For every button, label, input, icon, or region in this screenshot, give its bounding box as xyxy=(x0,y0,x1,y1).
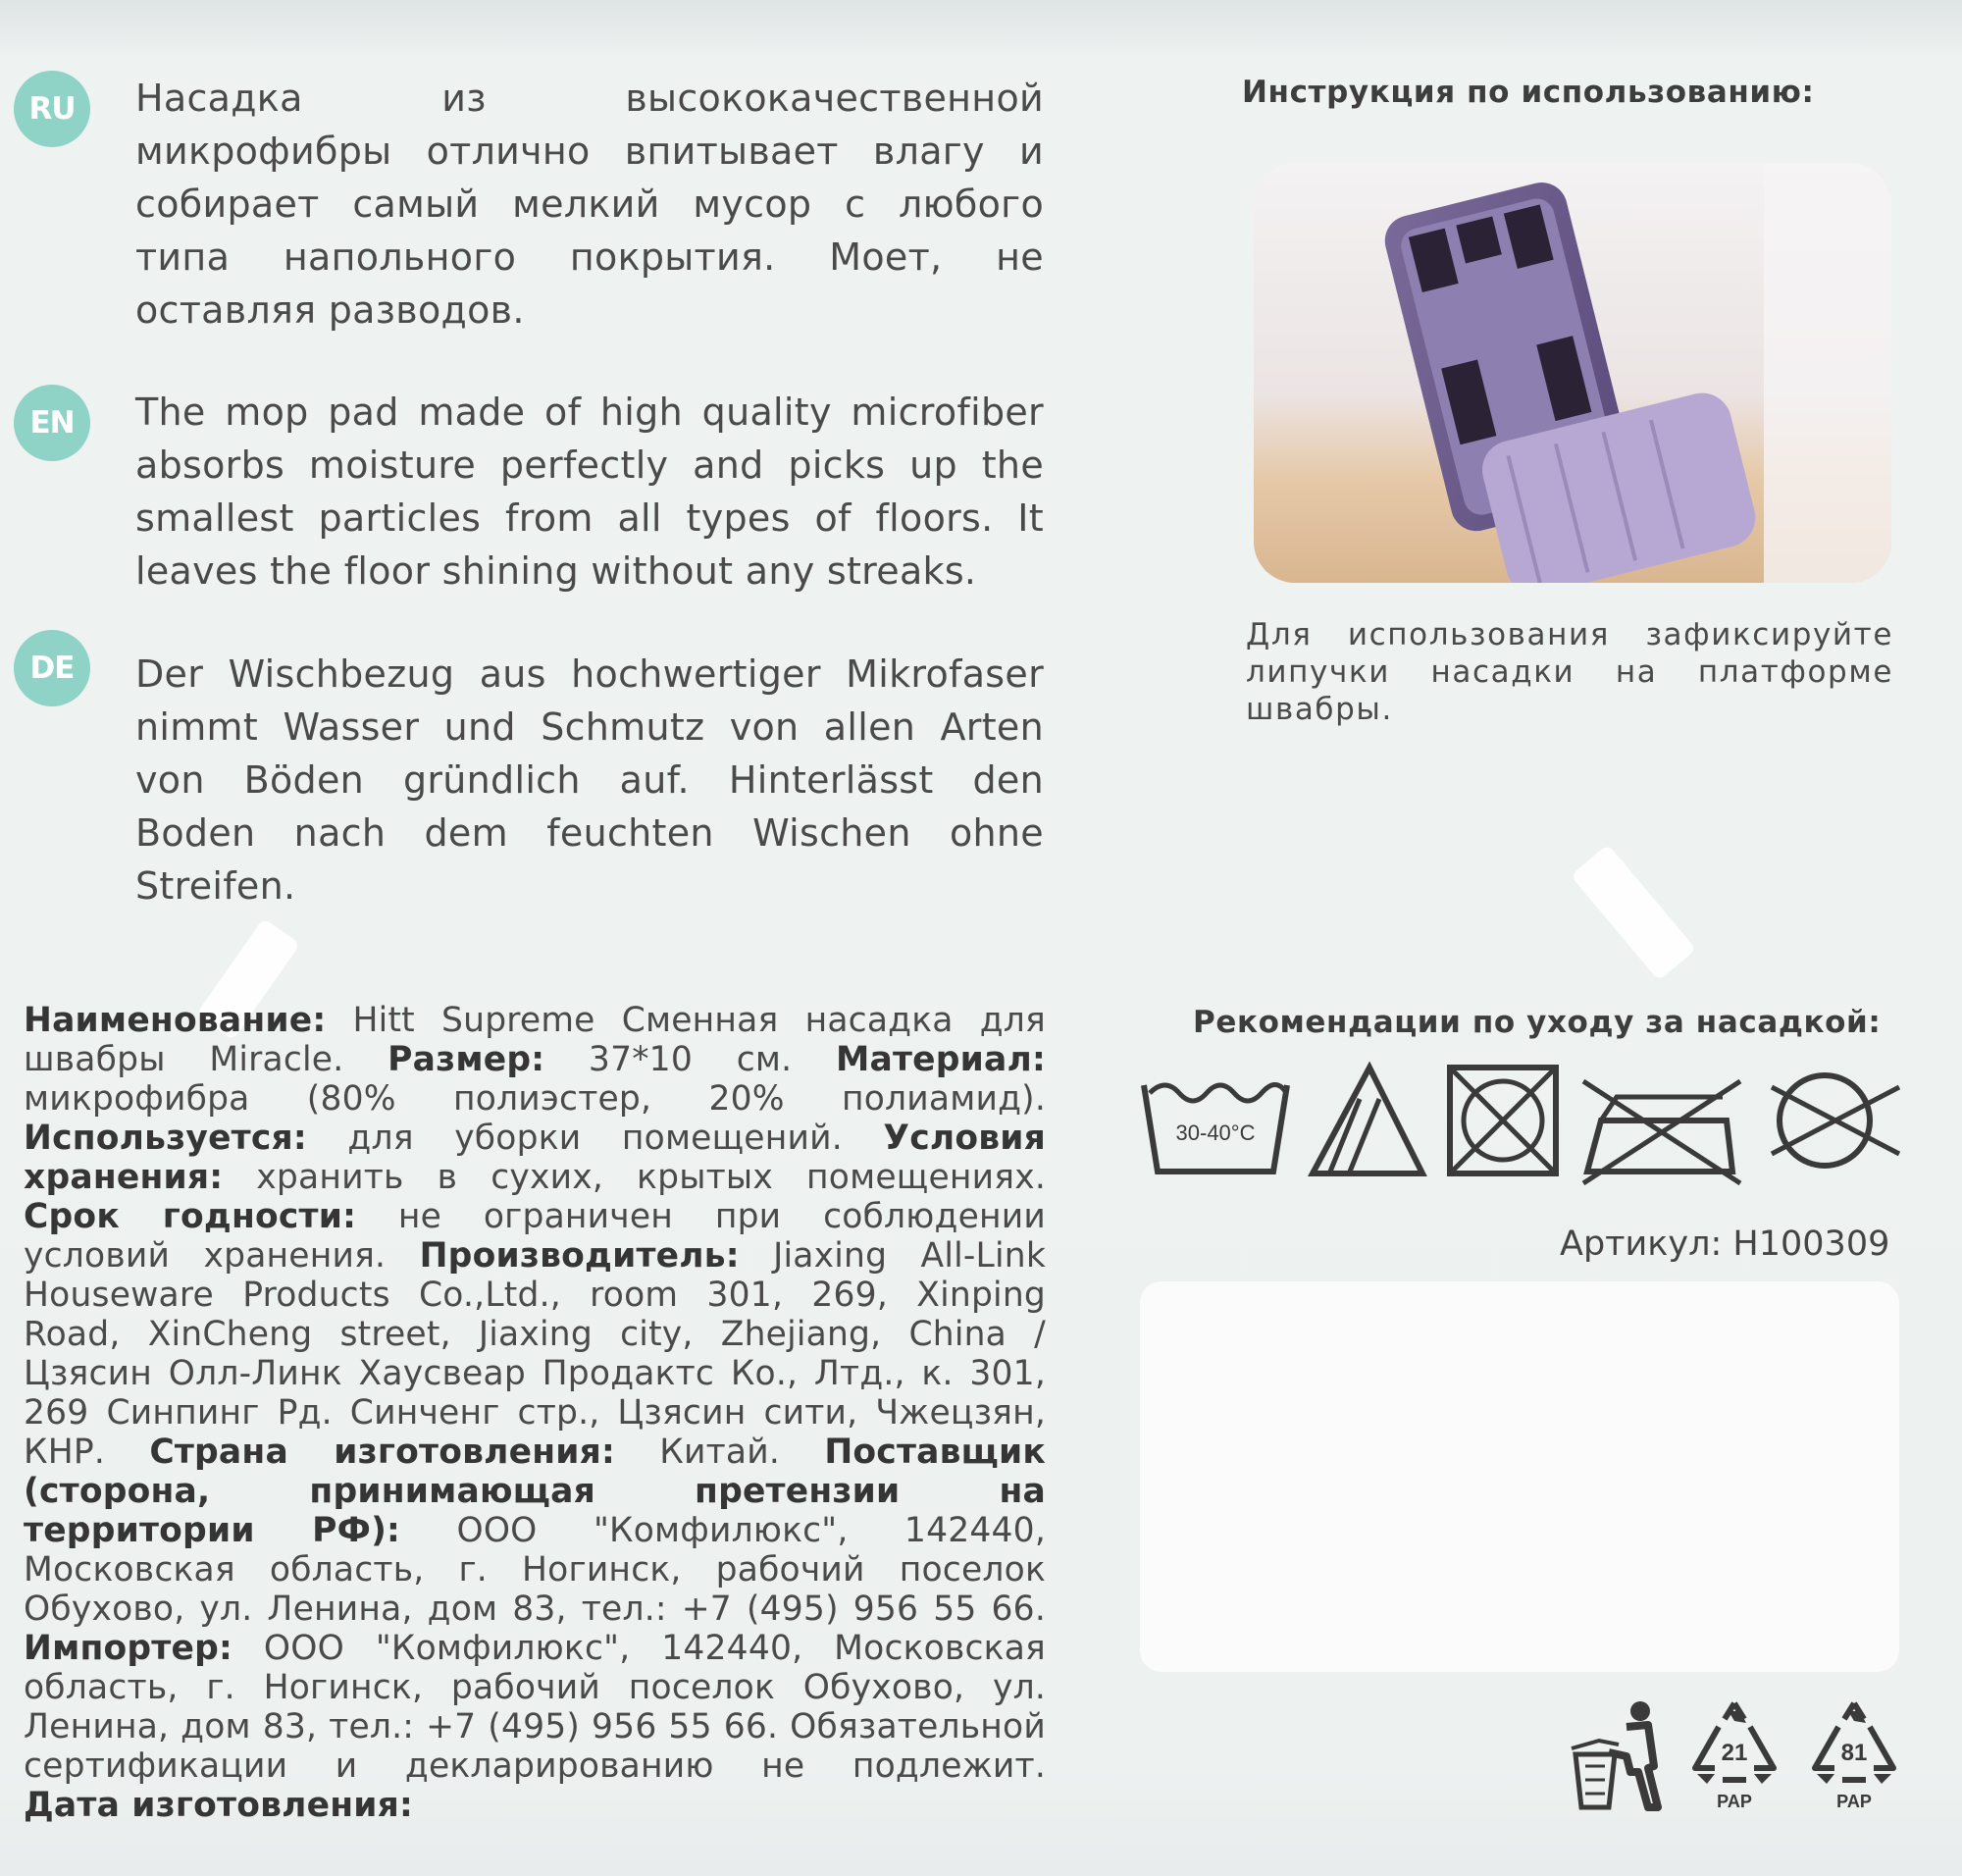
info-label: Материал: xyxy=(835,1040,1046,1079)
info-text: Обухово, ул. Ленина, дом 83, тел.: +7 (495) 956 55 66. xyxy=(24,1589,1046,1629)
info-label: Импортер: xyxy=(24,1629,232,1668)
label-area xyxy=(1140,1281,1899,1672)
badge-en xyxy=(14,385,90,461)
info-line xyxy=(24,1197,1046,1236)
recycle-label-2: PAP xyxy=(1836,1792,1872,1811)
description-de xyxy=(135,648,1044,912)
info-line xyxy=(24,1786,1046,1825)
description-en xyxy=(135,386,1044,598)
mop-pad-photo xyxy=(1254,163,1891,583)
mop-pad-illustration xyxy=(1254,163,1891,583)
info-text: ООО "Комфилюкс", 142440, Московская xyxy=(232,1629,1046,1668)
badge-ru-label: RU xyxy=(28,91,76,127)
description-de-line: von Böden gründlich auf. Hinterlässt den xyxy=(135,758,1044,802)
info-line xyxy=(24,1040,1046,1079)
info-label: Условия xyxy=(883,1119,1046,1158)
recycle-code-81: 81 xyxy=(1840,1740,1868,1766)
info-line xyxy=(24,1589,1046,1629)
info-label: (сторона, принимающая претензии на xyxy=(24,1472,1046,1511)
info-line xyxy=(24,1746,1046,1786)
info-text: условий хранения. xyxy=(24,1236,420,1276)
recycle-pap-21-icon xyxy=(1685,1697,1783,1813)
info-label: Срок годности: xyxy=(24,1197,357,1236)
description-de-line: Boden nach dem feuchten Wischen ohne xyxy=(135,811,1044,855)
tape-right xyxy=(1571,844,1696,980)
badge-de-label: DE xyxy=(29,651,75,686)
info-line xyxy=(24,1707,1046,1746)
info-line xyxy=(24,1354,1046,1393)
info-text: Китай. xyxy=(614,1433,825,1472)
info-text: не ограничен при соблюдении xyxy=(356,1197,1047,1236)
recycle-code-21: 21 xyxy=(1721,1740,1748,1766)
caption-line: Для использования зафиксируйте xyxy=(1246,617,1893,652)
badge-en-label: EN xyxy=(29,405,75,441)
info-line xyxy=(24,1668,1046,1707)
info-label: Размер: xyxy=(387,1040,545,1079)
info-line xyxy=(24,1315,1046,1354)
info-text: микрофибра (80% полиэстер, 20% полиамид). xyxy=(24,1079,1046,1119)
description-en-line: leaves the floor shining without any streaks. xyxy=(135,549,977,593)
info-line xyxy=(24,1472,1046,1511)
product-info xyxy=(24,1001,1046,1825)
info-text: Ленина, дом 83, тел.: +7 (495) 956 55 66. Обязательной xyxy=(24,1707,1046,1746)
no-dry-clean-icon xyxy=(1772,1075,1899,1166)
recycle-label-1: PAP xyxy=(1717,1792,1752,1811)
info-text: сертификации и декларированию не подлежит. xyxy=(24,1746,1046,1786)
info-line xyxy=(24,1393,1046,1433)
info-text: 269 Синпинг Рд. Синченг стр., Цзясин сити, Чжецзян, xyxy=(24,1393,1046,1433)
wash-temp-label: 30-40°C xyxy=(1175,1120,1256,1145)
info-text: Московская область, г. Ногинск, рабочий поселок xyxy=(24,1550,1046,1589)
info-line xyxy=(24,1511,1046,1550)
care-icons xyxy=(1138,1058,1903,1185)
info-line xyxy=(24,1119,1046,1158)
info-label: территории РФ): xyxy=(24,1511,401,1550)
info-text: Hitt Supreme Сменная насадка для xyxy=(326,1001,1046,1040)
instructions-heading: Инструкция по использованию: xyxy=(1242,75,1815,110)
no-iron-icon xyxy=(1583,1081,1740,1183)
info-text: Jiaxing All-Link xyxy=(739,1236,1046,1276)
description-ru-line: Насадка из высококачественной xyxy=(135,77,1044,120)
info-text: 37*10 см. xyxy=(544,1040,836,1079)
caption-line: швабры. xyxy=(1246,692,1393,727)
badge-ru xyxy=(14,71,90,147)
info-line xyxy=(24,1158,1046,1197)
description-de-line: nimmt Wasser und Schmutz von allen Arten xyxy=(135,705,1044,749)
article-number: Артикул: H100309 xyxy=(1560,1225,1890,1264)
info-line xyxy=(24,1629,1046,1668)
description-ru-line: микрофибры отлично впитывает влагу и xyxy=(135,130,1044,173)
info-text: область, г. Ногинск, рабочий поселок Обухово, ул. xyxy=(24,1668,1046,1707)
info-text: Цзясин Олл-Линк Хаусвеар Продактс Ко., Лтд., к. 301, xyxy=(24,1354,1046,1393)
description-en-line: smallest particles from all types of floors. It xyxy=(135,496,1044,540)
description-de-line: Streifen. xyxy=(135,864,296,908)
info-line xyxy=(24,1236,1046,1276)
description-ru xyxy=(135,72,1044,337)
bleach-non-chlorine-icon xyxy=(1313,1068,1422,1173)
info-label: Дата изготовления: xyxy=(24,1786,413,1825)
info-text: швабры Miracle. xyxy=(24,1040,388,1079)
info-line xyxy=(24,1276,1046,1315)
info-label: Наименование: xyxy=(24,1001,327,1040)
info-text: ООО "Комфилюкс", 142440, xyxy=(400,1511,1047,1550)
info-text: КНР. xyxy=(24,1433,150,1472)
info-text: Road, XinCheng street, Jiaxing city, Zhejiang, China / xyxy=(24,1315,1046,1354)
info-label: Поставщик xyxy=(824,1433,1046,1472)
wash-30-40-icon xyxy=(1144,1084,1287,1172)
description-ru-line: оставляя разводов. xyxy=(135,288,525,332)
info-label: Используется: xyxy=(24,1119,307,1158)
badge-de xyxy=(14,630,90,706)
info-line xyxy=(24,1550,1046,1589)
info-line xyxy=(24,1433,1046,1472)
info-label: Страна изготовления: xyxy=(149,1433,615,1472)
description-de-line: Der Wischbezug aus hochwertiger Mikrofaser xyxy=(135,652,1044,696)
info-text: Houseware Products Co.,Ltd., room 301, 269, Xinping xyxy=(24,1276,1046,1315)
description-en-line: The mop pad made of high quality microfiber xyxy=(135,391,1044,434)
info-text: хранить в сухих, крытых помещениях. xyxy=(223,1158,1046,1197)
info-line xyxy=(24,1079,1046,1119)
description-en-line: absorbs moisture perfectly and picks up the xyxy=(135,443,1044,487)
description-ru-line: типа напольного покрытия. Моет, не xyxy=(135,235,1044,279)
recycle-pap-81-icon xyxy=(1805,1697,1903,1813)
info-label: Производитель: xyxy=(419,1236,740,1276)
no-tumble-dry-icon xyxy=(1450,1068,1556,1173)
info-label: хранения: xyxy=(24,1158,224,1197)
description-ru-line: собирает самый мелкий мусор с любого xyxy=(135,182,1044,226)
info-line xyxy=(24,1001,1046,1040)
instructions-caption xyxy=(1246,616,1893,728)
info-text: для уборки помещений. xyxy=(306,1119,884,1158)
caption-line: липучки насадки на платформе xyxy=(1246,654,1893,690)
tidyman-icon xyxy=(1570,1697,1664,1813)
care-heading: Рекомендации по уходу за насадкой: xyxy=(1193,1005,1882,1040)
